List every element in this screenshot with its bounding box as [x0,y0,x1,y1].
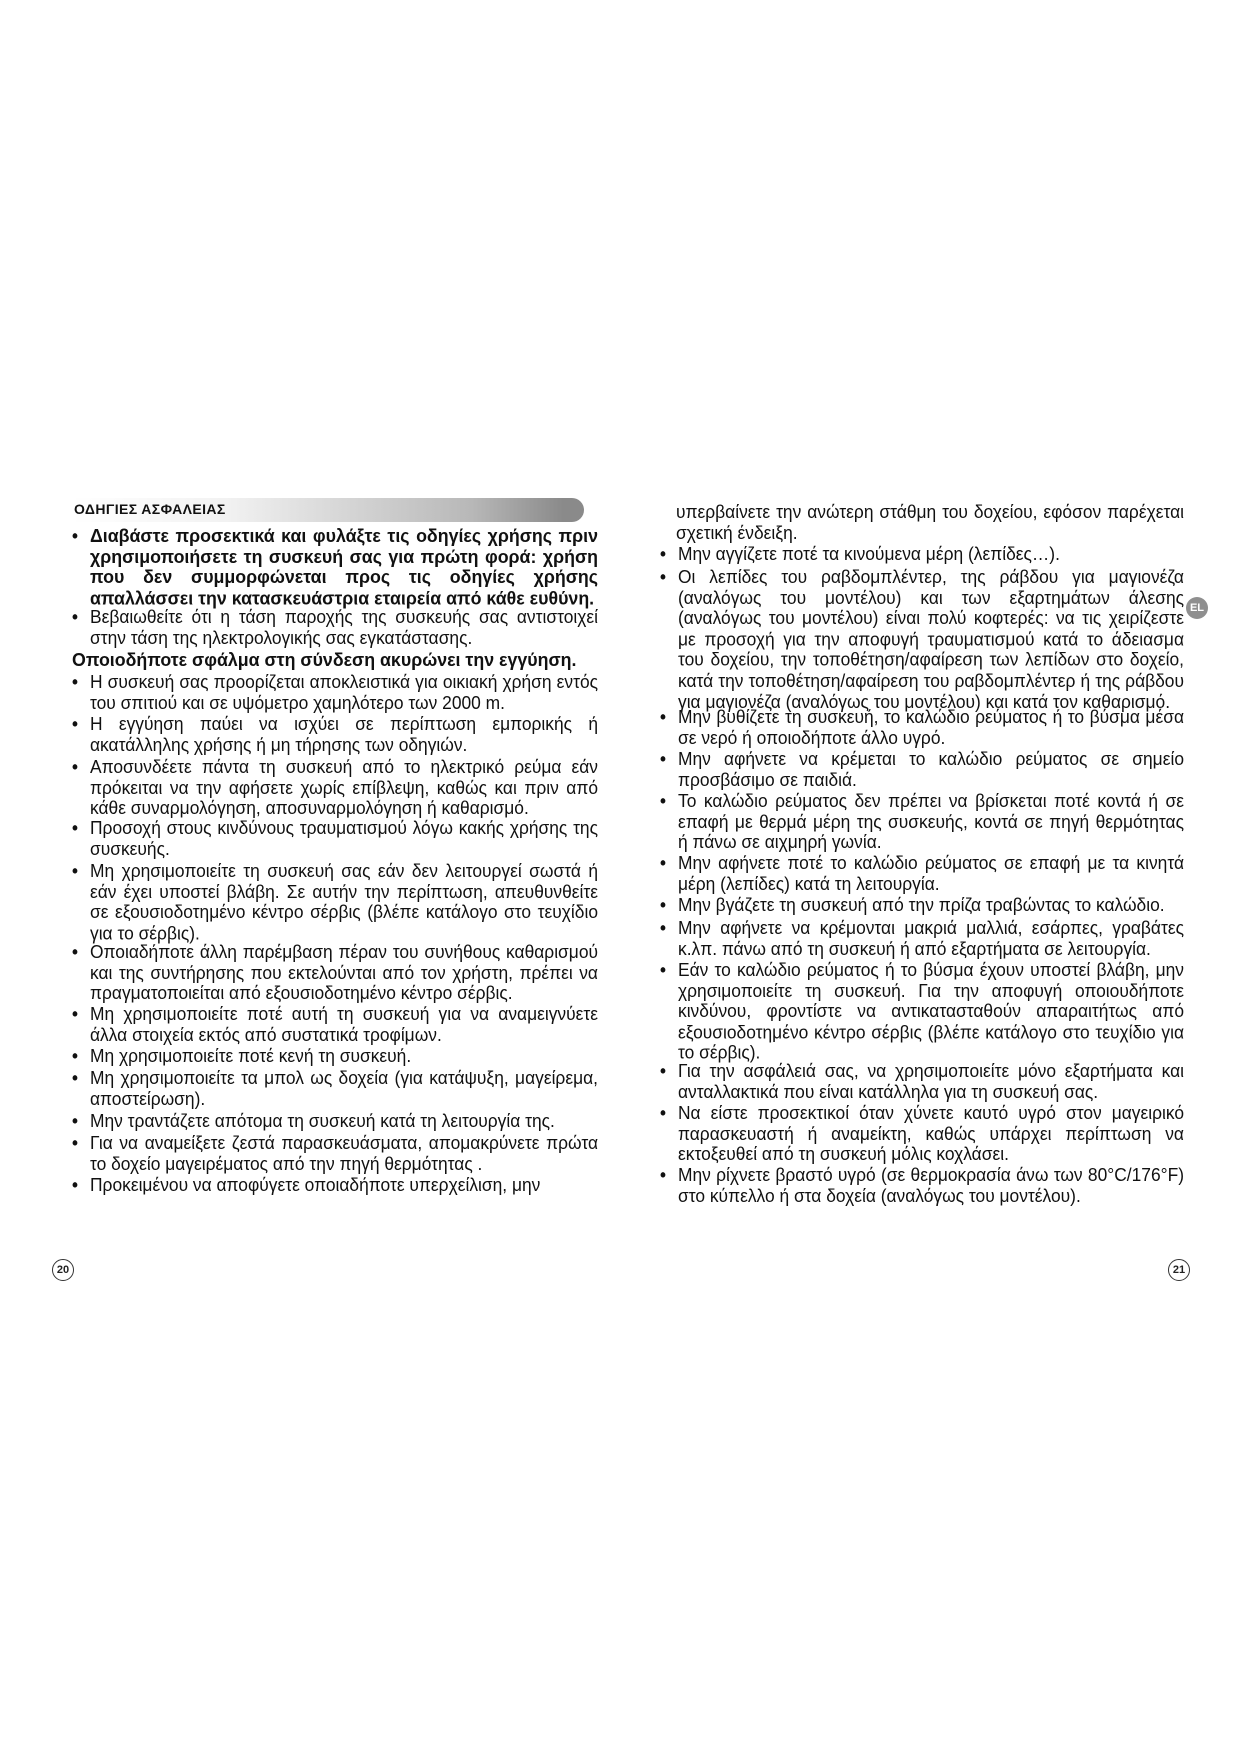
safety-instruction-item: • Για να αναμείξετε ζεστά παρασκευάσματα, απομακρύνετε πρώτα το δοχείο μαγειρέματος από την πηγή θερμότητας . [72,1133,598,1175]
safety-instruction-item: • Μη χρησιμοποιείτε τα μπολ ως δοχεία (για κατάψυξη, μαγείρεμα, αποστείρωση). [72,1068,598,1110]
safety-instruction-item: • Η συσκευή σας προορίζεται αποκλειστικά για οικιακή χρήση εντός του σπιτιού και σε υψόμετρο χαμηλότερο των 2000 m. [72,672,598,714]
left-instruction-list [72,526,598,1195]
safety-instruction-item: • Να είστε προσεκτικοί όταν χύνετε καυτό υγρό στον μαγειρικό παρασκευαστή ή αναμείκτη, καθώς υπάρχει περίπτωση να εκτοξευθεί από τη συσκευή μόλις κοχλάσει. [660,1103,1184,1165]
safety-instruction-item: • Μην βγάζετε τη συσκευή από την πρίζα τραβώντας το καλώδιο. [660,895,1184,916]
safety-instruction-item: • Διαβάστε προσεκτικά και φυλάξτε τις οδηγίες χρήσης πριν χρησιμοποιήσετε τη συσκευή σας για πρώτη φορά: χρήση που δεν συμμορφώνεται προς τις οδηγίες χρήσης απαλλάσσει την κατασκευάστρια εταιρεία από κάθε ευθύνη. [72,526,598,609]
safety-instruction-item: • Μην τραντάζετε απότομα τη συσκευή κατά τη λειτουργία της. [72,1111,598,1132]
safety-instruction-item: • Αποσυνδέετε πάντα τη συσκευή από το ηλεκτρικό ρεύμα εάν πρόκειται να την αφήσετε χωρίς επίβλεψη, καθώς και πριν από κάθε συναρμολόγηση, αποσυναρμολόγηση ή καθαρισμό. [72,757,598,819]
safety-instruction-item: • Μην ρίχνετε βραστό υγρό (σε θερμοκρασία άνω των 80°C/176°F) στο κύπελλο ή στα δοχεία (αναλόγως του μοντέλου). [660,1165,1184,1207]
right-page-column [660,502,1184,1207]
page-number-right: 21 [1168,1259,1190,1281]
language-tab: EL [1186,597,1208,619]
safety-instruction-item: • Μην αφήνετε να κρέμεται το καλώδιο ρεύματος σε σημείο προσβάσιμο σε παιδιά. [660,749,1184,791]
safety-instruction-item: • Προκειμένου να αποφύγετε οποιαδήποτε υπερχείλιση, μην [72,1175,598,1196]
safety-instruction-item: • Οι λεπίδες του ραβδομπλέντερ, της ράβδου για μαγιονέζα (αναλόγως του μοντέλου) και των εξαρτημάτων άλεσης (αναλόγως του μοντέλου) είναι πολύ κοφτερές: να τις χειρίζεστε με προσοχή για την αποφυγή τραυματισμού κατά το άδειασμα του δοχείου, την τοποθέτηση/αφαίρεση των λεπίδων στο δοχείο, κατά την τοποθέτηση/αφαίρεση του ραβδομπλέντερ ή της ράβδου για μαγιονέζα (αναλόγως του μοντέλου) και κατά τον καθαρισμό. [660,567,1184,712]
section-header-bar [72,498,584,522]
safety-instruction-item: • Μη χρησιμοποιείτε τη συσκευή σας εάν δεν λειτουργεί σωστά ή εάν έχει υποστεί βλάβη. Σε αυτήν την περίπτωση, απευθυνθείτε σε εξουσιοδοτημένο κέντρο σέρβις (βλέπε κατάλογο στο τευχίδιο για το σέρβις). [72,861,598,944]
safety-instruction-item: • Μη χρησιμοποιείτε ποτέ αυτή τη συσκευή για να αναμειγνύετε άλλα στοιχεία εκτός από συστατικά τροφίμων. [72,1004,598,1046]
safety-instruction-item: υπερβαίνετε την ανώτερη στάθμη του δοχείου, εφόσον παρέχεται σχετική ένδειξη. [676,500,1184,543]
safety-instruction-item: • Για την ασφάλειά σας, να χρησιμοποιείτε μόνο εξαρτήματα και ανταλλακτικά που είναι κατάλληλα για τη συσκευή σας. [660,1061,1184,1103]
safety-instruction-item: • Οποιαδήποτε άλλη παρέμβαση πέραν του συνήθους καθαρισμού και της συντήρησης που εκτελούνται από τον χρήστη, πρέπει να πραγματοποιείται από εξουσιοδοτημένο κέντρο σέρβις. [72,942,598,1004]
section-title: ΟΔΗΓΙΕΣ ΑΣΦΑΛΕΙΑΣ [74,501,226,517]
safety-instruction-item: • Μην αγγίζετε ποτέ τα κινούμενα μέρη (λεπίδες…). [660,544,1184,565]
safety-instruction-item: • Μην βυθίζετε τη συσκευή, το καλώδιο ρεύματος ή το βύσμα μέσα σε νερό ή οποιοδήποτε άλλο υγρό. [660,707,1184,749]
left-page-column [72,498,598,1198]
safety-instruction-item: • Προσοχή στους κινδύνους τραυματισμού λόγω κακής χρήσης της συσκευής. [72,818,598,860]
safety-instruction-item: • Μην αφήνετε ποτέ το καλώδιο ρεύματος σε επαφή με τα κινητά μέρη (λεπίδες) κατά τη λειτουργία. [660,853,1184,895]
safety-instruction-item: • Μην αφήνετε να κρέμονται μακριά μαλλιά, εσάρπες, γραβάτες κ.λπ. πάνω από τη συσκευή ή από εξαρτήματα σε λειτουργία. [660,918,1184,960]
safety-instruction-item: Οποιοδήποτε σφάλμα στη σύνδεση ακυρώνει την εγγύηση. [72,648,577,670]
safety-instruction-item: • Το καλώδιο ρεύματος δεν πρέπει να βρίσκεται ποτέ κοντά ή σε επαφή με θερμά μέρη της συσκευής, κοντά σε πηγή θερμότητας ή πάνω σε αιχμηρή γωνία. [660,791,1184,853]
safety-instruction-item: • Μη χρησιμοποιείτε ποτέ κενή τη συσκευή. [72,1046,598,1067]
safety-instruction-item: • Η εγγύηση παύει να ισχύει σε περίπτωση εμπορικής ή ακατάλληλης χρήσης ή μη τήρησης των οδηγιών. [72,714,598,756]
safety-instruction-item: • Βεβαιωθείτε ότι η τάση παροχής της συσκευής σας αντιστοιχεί στην τάση της ηλεκτρολογικής σας εγκατάστασης. [72,607,598,649]
right-instruction-list [660,502,1184,1204]
safety-instruction-item: • Εάν το καλώδιο ρεύματος ή το βύσμα έχουν υποστεί βλάβη, μην χρησιμοποιείτε τη συσκευή. Για την αποφυγή οποιουδήποτε κινδύνου, φροντίστε να αντικατασταθούν απαραιτήτως από εξουσιοδοτημένο κέντρο σέρβις (βλέπε κατάλογο στο τευχίδιο για το σέρβις). [660,960,1184,1064]
page-number-left: 20 [52,1259,74,1281]
